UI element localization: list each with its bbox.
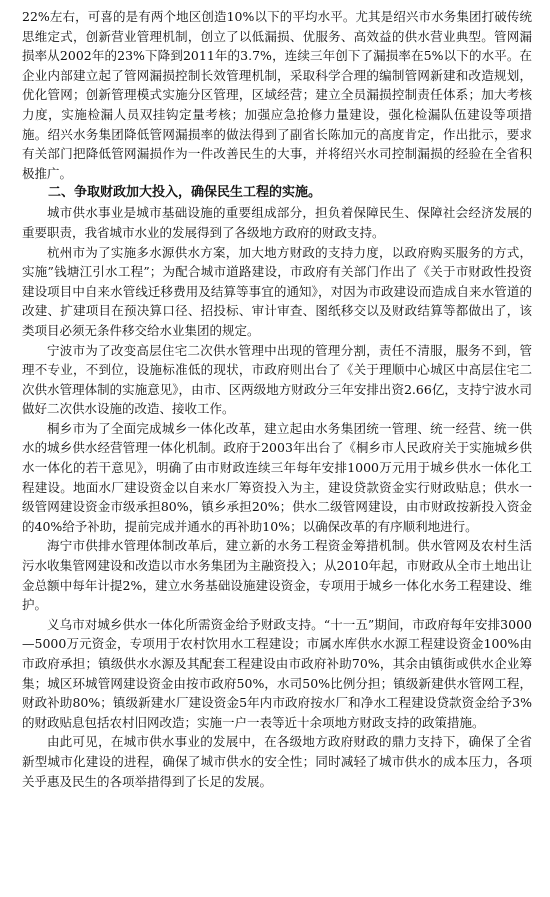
intro-paragraph: 22%左右，可喜的是有两个地区创造10%以下的平均水平。尤其是绍兴市水务集团打破传统思维定式，创新营业管理机制，创立了以低漏损、优服务、高效益的供水营业典型。管网漏损率从2002年的23%下降到2011年的3.7%，连续三年创下了漏损率在5%以下的水平。在企业内部建立起了管网漏损控制长效管理机制，采取科学合理的编制管网新建和改造规划，优化管网；创新管理模式实施分区管理，区域经营；建立全员漏损控制责任体系；加大考核力度，实施检漏人员双挂钩定量考核；加强应急抢修力量建设，强化检漏队伍建设等项措施。绍兴水务集团降低管网漏损率的做法得到了副省长陈加元的高度肯定，作出批示，要求有关部门把降低管网漏损作为一件改善民生的大事，并将绍兴水司控制漏损的经验在全省积极推广。: [22, 9, 532, 181]
paragraph-hangzhou: 杭州市为了实施多水源供水方案，加大地方财政的支持力度，以政府购买服务的方式，实施”钱塘江引水工程”；为配合城市道路建设，市政府有关部门作出了《关于市财政性投资建设项目中自来水管线迁移费用及结算等事宜的通知》，对因为市政建设而造成自来水管道的改建、扩建项目在预决算口径、招投标、审计审查、图纸移交以及财政结算等都做出了，该类项目必须无条件移交给水业集团的规定。: [22, 244, 532, 338]
paragraph-haining: 海宁市供排水管理体制改革后，建立新的水务工程资金筹措机制。供水管网及农村生活污水收集管网建设和改造以市水务集团为主融资投入；从2010年起，市财政从全市土地出让金总额中每年计提2%，建立水务基础设施建设资金，专项用于城乡一体化水务工程建设、维护。: [22, 538, 532, 613]
paragraph-yiwu: 义乌市对城乡供水一体化所需资金给予财政支持。“十一五”期间，市政府每年安排3000—5000万元资金，专项用于农村饮用水工程建设；市属水库供水水源工程建设资金100%由市政府承担；镇级供水水源及其配套工程建设由市政府补助70%，其余由镇街或供水企业筹集；城区环城管网建设资金由按市政府50%，水司50%比例分担；镇级新建供水管网工程，财政补助80%；镇级新建水厂建设资金5年内市政府按水厂和净水工程建设贷款资金给予3%的财政贴息包括农村旧网改造；实施一户一表等近十余项地方财政支持的政策措施。: [22, 616, 532, 730]
paragraph-conclusion: 由此可见，在城市供水事业的发展中，在各级地方政府财政的鼎力支持下，确保了全省新型城市化建设的进程，确保了城市供水的安全性；同时减轻了城市供水的成本压力，各项关乎惠及民生的各项举措得到了长足的发展。: [22, 734, 532, 789]
paragraph-overview: 城市供水事业是城市基础设施的重要组成部分，担负着保障民生、保障社会经济发展的重要职责，我省城市水业的发展得到了各级地方政府的财政支持。: [22, 205, 532, 240]
paragraph-ningbo: 宁波市为了改变高层住宅二次供水管理中出现的管理分割，责任不清服，服务不到，管理不专业，不到位，设施标准低的现状，市政府则出台了《关于理顺中心城区中高层住宅二次供水管理体制的实施意见》，由市、区两级地方财政分三年安排出资2.66亿，支持宁波水司做好二次供水设施的改造、接收工作。: [22, 342, 532, 417]
section-heading: 二、争取财政加大投入，确保民生工程的实施。: [48, 185, 322, 201]
paragraph-tongxiang: 桐乡市为了全面完成城乡一体化改革，建立起由水务集团统一管理、统一经营、统一供水的城乡供水经营管理一体化机制。政府于2003年出台了《桐乡市人民政府关于实施城乡供水一体化的若干意见》，明确了由市财政连续三年每年安排1000万元用于城乡供水一体化工程建设。地面水厂建设资金以自来水厂筹资投入为主，建设贷款资金实行财政贴息；供水一级管网建设资金市级承担80%，镇乡承担20%；供水二级管网建设，由市财政按新投入资金的40%给予补助，提前完成并通水的再补助10%；以确保改革的有序顺利地进行。: [22, 420, 532, 534]
